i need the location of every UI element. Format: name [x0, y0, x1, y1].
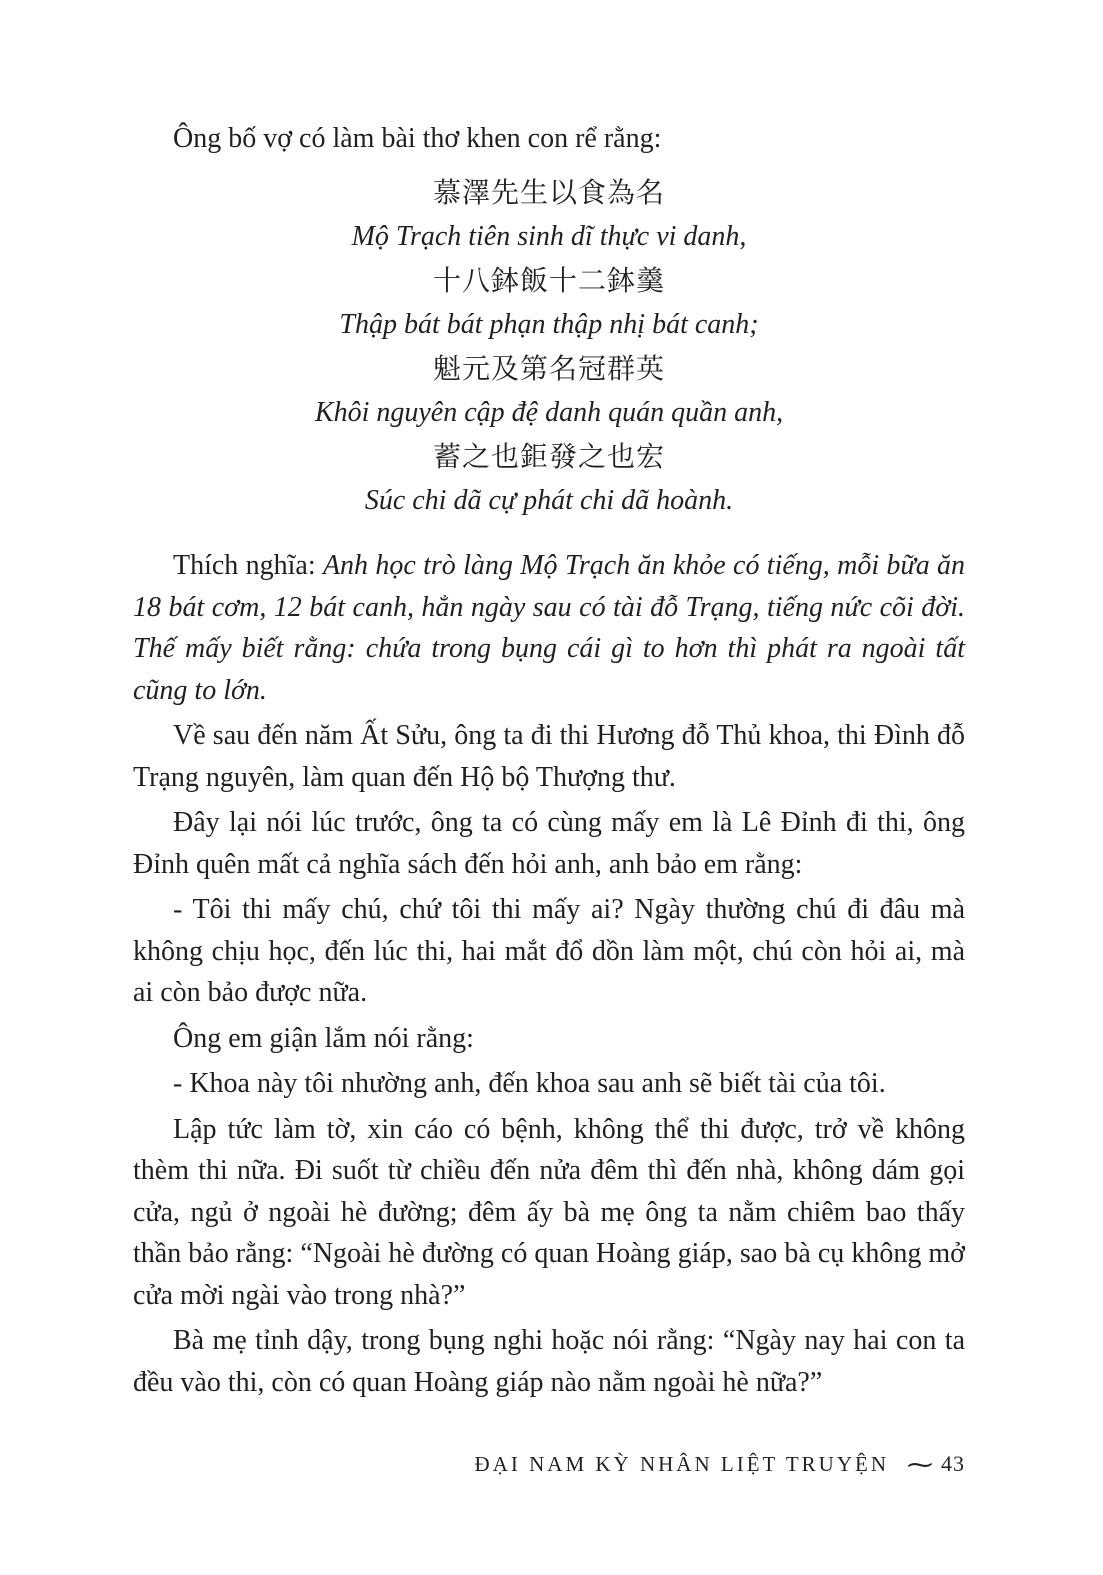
- page-footer: [475, 1450, 965, 1480]
- poem-line-han: 魁元及第名冠群英: [432, 352, 665, 385]
- explanation-paragraph: [133, 545, 965, 711]
- explanation-label: Thích nghĩa:: [173, 550, 323, 581]
- dialogue-paragraph: - Khoa này tôi nhường anh, đến khoa sau anh sẽ biết tài của tôi.: [173, 1068, 886, 1099]
- body-paragraph: Về sau đến năm Ất Sửu, ông ta đi thi Hương đỗ Thủ khoa, thi Đình đỗ Trạng nguyên, làm quan đến Hộ bộ Thượng thư.: [133, 720, 965, 793]
- body-paragraph: Lập tức làm tờ, xin cáo có bệnh, không thể thi được, trở về không thèm thi nữa. Đi suốt từ chiều đến nửa đêm thì đến nhà, không dám gọi cửa, ngủ ở ngoài hè đường; đêm ấy bà mẹ ông ta nằm chiêm bao thấy thần bảo rằng: “Ngoài hè đường có quan Hoàng giáp, sao bà cụ không mở cửa mời ngài vào trong nhà?”: [133, 1113, 965, 1311]
- poem-line-viet: Khôi nguyên cập đệ danh quán quần anh,: [314, 397, 784, 428]
- body-paragraph: Bà mẹ tỉnh dậy, trong bụng nghi hoặc nói rằng: “Ngày nay hai con ta đều vào thi, còn có quan Hoàng giáp nào nằm ngoài hè nữa?”: [133, 1325, 965, 1398]
- intro-line: Ông bố vợ có làm bài thơ khen con rể rằng:: [173, 123, 662, 154]
- poem-line-viet: Mộ Trạch tiên sinh dĩ thực vi danh,: [351, 221, 747, 252]
- explanation-text: Anh học trò làng Mộ Trạch ăn khỏe có tiếng, mỗi bữa ăn 18 bát cơm, 12 bát canh, hẳn ngày sau có tài đỗ Trạng, tiếng nức cõi đời. Thế mấy biết rằng: chứa trong bụng cái gì to hơn thì phát ra ngoài tất cũng to lớn.: [133, 550, 966, 706]
- body-paragraph: Ông em giận lắm nói rằng:: [173, 1022, 474, 1054]
- page-content: [133, 118, 965, 1407]
- poem-line-han: 慕澤先生以食為名: [432, 176, 665, 209]
- running-title: ĐẠI NAM KỲ NHÂN LIỆT TRUYỆN: [474, 1452, 889, 1476]
- poem-block: [133, 171, 965, 523]
- poem-line-viet: Súc chi dã cự phát chi dã hoành.: [364, 485, 734, 516]
- body-paragraph: Đây lại nói lúc trước, ông ta có cùng mấy em là Lê Đỉnh đi thi, ông Đỉnh quên mất cả nghĩa sách đến hỏi anh, anh bảo em rằng:: [133, 807, 965, 880]
- poem-line-han: 十八鉢飯十二鉢羹: [432, 264, 665, 297]
- page-number: 43: [941, 1451, 965, 1476]
- tilde-separator-icon: ⁓: [907, 1450, 933, 1479]
- poem-line-han: 蓄之也鉅發之也宏: [432, 440, 665, 473]
- dialogue-paragraph: - Tôi thi mấy chú, chứ tôi thi mấy ai? Ngày thường chú đi đâu mà không chịu học, đến lúc thi, hai mắt đổ dồn làm một, chú còn hỏi ai, mà ai còn bảo được nữa.: [133, 894, 965, 1008]
- poem-line-viet: Thập bát bát phạn thập nhị bát canh;: [339, 309, 759, 340]
